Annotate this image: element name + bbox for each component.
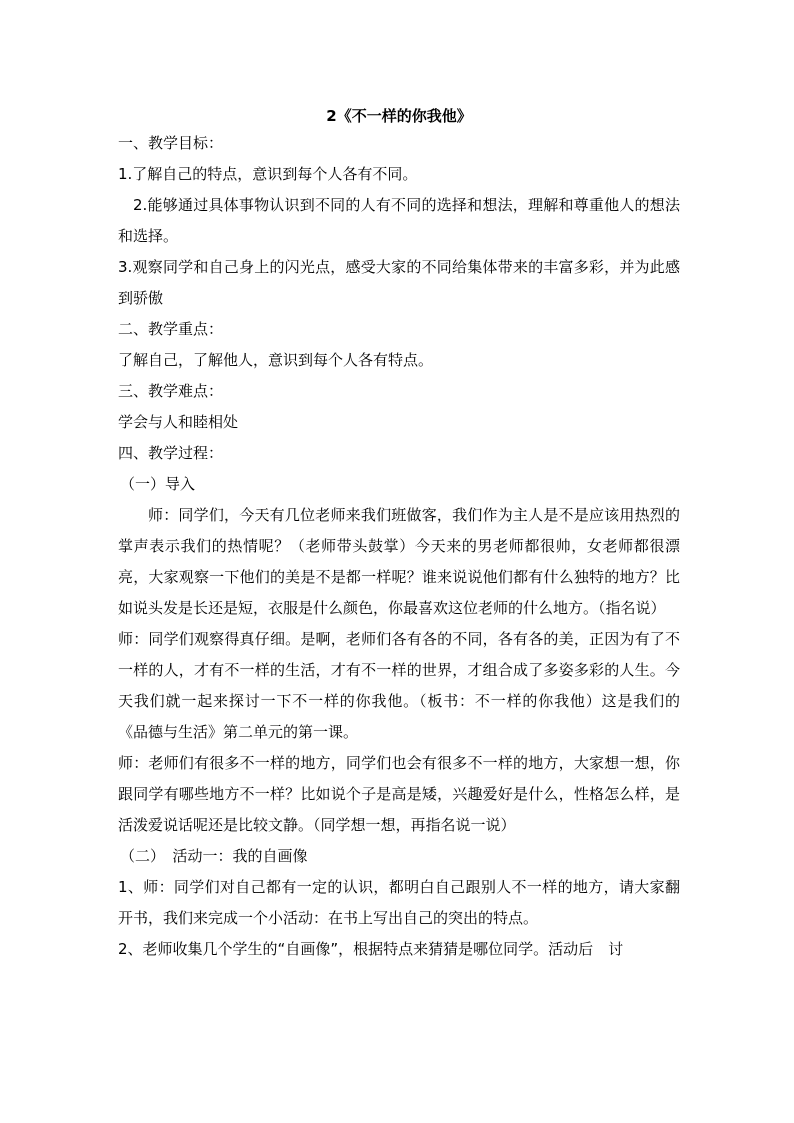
process-part-1-paragraph-2: 师：同学们观察得真仔细。是啊，老师们各有各的不同，各有各的美，正因为有了不一样的人，才有不一样的生活，才有不一样的世界，才组合成了多姿多彩的人生。今天我们就一起来探讨一下不一样的你我他。（板书：不一样的你我他）这是我们的《品德与生活》第二单元的第一课。 <box>118 630 680 741</box>
process-part-2-paragraph-2: 2、老师收集几个学生的“自画像”，根据特点来猜猜是哪位同学。活动后 讨 <box>118 940 624 958</box>
goal-item-2: 2.能够通过具体事物认识到不同的人有不同的选择和想法，理解和尊重他人的想法和选择。 <box>118 196 680 245</box>
document-page <box>118 98 680 965</box>
process-part-1-heading: （一）导入 <box>120 475 196 493</box>
section-heading-difficulties: 三、教学难点： <box>118 382 224 400</box>
goal-item-1: 1.了解自己的特点，意识到每个人各有不同。 <box>118 165 418 183</box>
document-title: 2《不一样的你我他》 <box>326 107 472 125</box>
process-part-2-paragraph-1: 1、师：同学们对自己都有一定的认识，都明白自己跟别人不一样的地方，请大家翻开书，我们来完成一个小活动：在书上写出自己的突出的特点。 <box>118 878 680 927</box>
section-heading-goals: 一、教学目标： <box>118 134 224 152</box>
section-heading-key-points: 二、教学重点： <box>118 320 224 338</box>
process-part-1-paragraph-3: 师：老师们有很多不一样的地方，同学们也会有很多不一样的地方，大家想一想，你跟同学有哪些地方不一样？比如说个子是高是矮，兴趣爱好是什么，性格怎么样，是活泼爱说话呢还是比较文静。（同学想一想，再指名说一说） <box>118 754 680 834</box>
key-points-text: 了解自己，了解他人，意识到每个人各有特点。 <box>118 351 434 369</box>
difficulties-text: 学会与人和睦相处 <box>118 413 239 431</box>
process-part-1-paragraph-1: 师：同学们，今天有几位老师来我们班做客，我们作为主人是不是应该用热烈的掌声表示我们的热情呢？（老师带头鼓掌）今天来的男老师都很帅，女老师都很漂亮，大家观察一下他们的美是不是都一样呢？谁来说说他们都有什么独特的地方？比如说头发是长还是短，衣服是什么颜色，你最喜欢这位老师的什么地方。（指名说） <box>118 506 680 617</box>
process-part-2-heading: （二） 活动一：我的自画像 <box>120 847 308 865</box>
section-heading-process: 四、教学过程： <box>118 444 224 462</box>
goal-item-3: 3.观察同学和自己身上的闪光点，感受大家的不同给集体带来的丰富多彩，并为此感到骄傲 <box>118 258 680 307</box>
